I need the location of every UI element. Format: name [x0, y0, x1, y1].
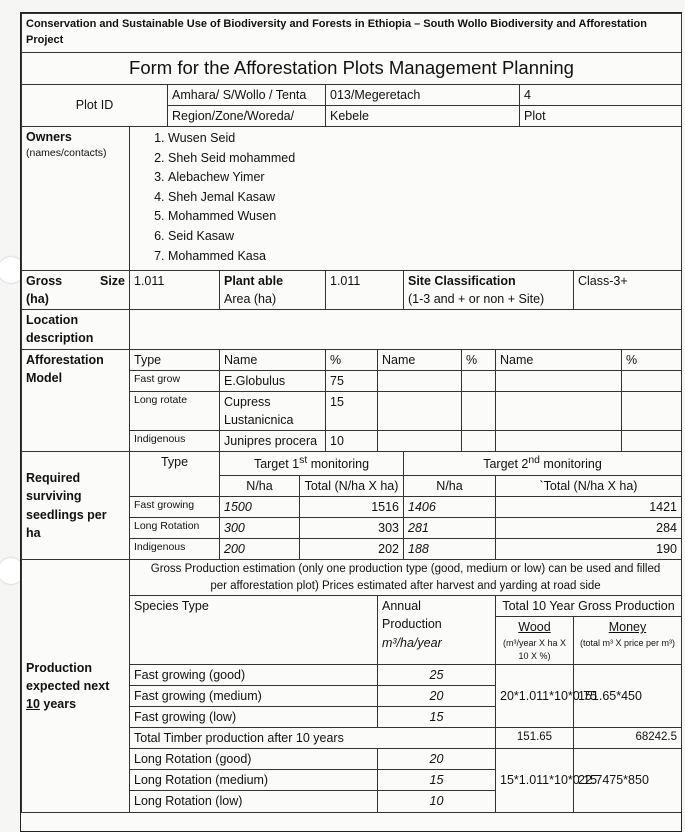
prod-annual: 15: [378, 706, 496, 727]
prod-annual: 20: [378, 749, 496, 770]
owner-item: 1. Wusen Seid: [168, 129, 677, 149]
annual-word2: Production: [382, 617, 442, 632]
region-caption: Region/Zone/Woreda/: [168, 105, 326, 126]
production-label: [22, 560, 130, 813]
production-note-line1: Gross Production estimation (only one production type (good, medium or low) can be used and filled: [150, 563, 661, 575]
site-class-label: Site Classification: [408, 274, 516, 289]
prod-type: Long Rotation (low): [130, 791, 378, 812]
aff-type: Indigenous: [130, 431, 220, 452]
site-class-value: Class-3+: [574, 271, 682, 310]
owners-sublabel: (names/contacts): [26, 147, 107, 160]
plantable-label-cell: [220, 271, 326, 310]
prod-annual: 10: [378, 791, 496, 812]
aff-name: Junipres procera: [220, 431, 326, 452]
aff-pct: 15: [326, 391, 378, 430]
owner-item: 7. Mohammed Kasa: [168, 247, 677, 267]
seed-t2: 190: [496, 538, 682, 559]
aff-header-type: Type: [130, 349, 220, 370]
form-title: Form for the Afforestation Plots Management Planning: [22, 52, 682, 84]
seed-t1: 1516: [300, 496, 404, 517]
seedlings-label: [22, 452, 130, 560]
timber-wood: 151.65: [496, 728, 574, 749]
target1-text: Target 1: [253, 457, 300, 472]
plot-value: 4: [520, 84, 682, 105]
aff-pct: 75: [326, 370, 378, 391]
owner-item: 5. Mohammed Wusen: [168, 207, 677, 227]
kebele-caption: Kebele: [326, 105, 520, 126]
location-value: [130, 310, 682, 349]
target1-header: [220, 452, 404, 475]
owner-item: 4. Sheh Jemal Kasaw: [168, 188, 677, 208]
seed-n1: 300: [220, 517, 300, 538]
wood-title: Wood: [518, 620, 551, 635]
seedlings-word3: seedlings per: [26, 507, 107, 522]
production-years-num: 10: [26, 696, 40, 711]
seedlings-word1: Required: [26, 471, 81, 486]
production-years-rest: years: [39, 696, 77, 711]
wood-header: [496, 617, 574, 664]
aff-type: Fast grow: [130, 370, 220, 391]
production-word1: Production: [26, 660, 92, 675]
target2-text: Target 2: [483, 457, 529, 472]
aff-pct: 10: [326, 431, 378, 452]
target2-sup: nd: [528, 455, 540, 467]
production-note: [130, 560, 682, 596]
target1-nha: N/ha: [220, 475, 300, 496]
seed-t2: 284: [496, 517, 682, 538]
plot-caption: Plot: [520, 105, 682, 126]
form-page: [20, 12, 682, 832]
seed-n2: 188: [404, 538, 496, 559]
annual-header: [378, 596, 496, 664]
seed-t2: 1421: [496, 496, 682, 517]
seed-type: Long Rotation: [130, 517, 220, 538]
ha-word: (ha): [26, 292, 49, 307]
annual-word1: Annual: [382, 599, 421, 614]
money-header: [574, 617, 682, 664]
owners-label: Owners: [26, 129, 72, 144]
target1-sup: st: [299, 455, 308, 467]
prod-type: Fast growing (medium): [130, 685, 378, 706]
owner-item: 2. Sheh Seid mohammed: [168, 149, 677, 169]
region-value: Amhara/ S/Wollo / Tenta: [168, 84, 326, 105]
money-sub: (total m³ X price per m³): [580, 637, 676, 648]
aff-header-name3: Name: [496, 349, 622, 370]
annual-unit: m³/ha/year: [382, 635, 442, 650]
wood-sub: (m³/year X ha X 10 X %): [502, 637, 567, 661]
seed-n1: 200: [220, 538, 300, 559]
target2-header: [404, 452, 682, 475]
seed-t1: 202: [300, 538, 404, 559]
long-wood-formula: 15*1.011*10*0.15: [496, 749, 574, 812]
plantable-label: Plant able: [224, 274, 284, 289]
seedlings-word4: ha: [26, 525, 41, 540]
seed-n2: 281: [404, 517, 496, 538]
seed-n2: 1406: [404, 496, 496, 517]
plantable-value: 1.011: [326, 271, 404, 310]
seed-type-header: Type: [130, 452, 220, 496]
owner-item: 6. Seid Kasaw: [168, 227, 677, 247]
aff-header-pct: %: [326, 349, 378, 370]
aff-header-name2: Name: [378, 349, 462, 370]
owners-list: [134, 129, 677, 266]
description-word: description: [26, 331, 94, 346]
target2-rest: monitoring: [539, 457, 602, 472]
size-word: Size: [99, 274, 125, 289]
aff-name: Cupress: [224, 394, 271, 409]
owners-list-cell: [130, 126, 682, 270]
plot-id-label: Plot ID: [22, 84, 168, 126]
aff-type: Long rotate: [130, 391, 220, 430]
plantable-sub: Area (ha): [224, 292, 277, 307]
seedlings-word2: surviving: [26, 489, 82, 504]
money-title: Money: [608, 620, 647, 635]
aff-name-line2: Lustanicnica: [224, 412, 294, 427]
site-class-cell: [404, 271, 574, 310]
aff-header-name: Name: [220, 349, 326, 370]
production-word2: expected next: [26, 678, 110, 693]
species-header: Species Type: [130, 596, 378, 664]
prod-type: Fast growing (low): [130, 706, 378, 727]
target1-rest: monitoring: [307, 457, 370, 472]
location-label: [22, 310, 130, 349]
form-table: [21, 13, 682, 813]
owners-label-cell: [22, 126, 130, 270]
prod-type: Fast growing (good): [130, 664, 378, 685]
seed-type: Fast growing: [130, 496, 220, 517]
model-word: Model: [26, 370, 63, 385]
long-money-formula: 22.7475*850: [574, 749, 682, 812]
seed-type: Indigenous: [130, 538, 220, 559]
production-word3: [26, 695, 125, 713]
target1-total: Total (N/ha X ha): [300, 475, 404, 496]
timber-money: 68242.5: [574, 728, 682, 749]
afforestation-word: Afforestation: [26, 352, 104, 367]
location-word: Location: [26, 313, 79, 328]
production-note-line2: per afforestation plot) Prices estimated after harvest and yarding at road side: [210, 579, 601, 592]
site-class-sub: (1-3 and + or non + Site): [408, 292, 545, 307]
project-header: Conservation and Sustainable Use of Biodiversity and Forests in Ethiopia – South Wollo Biodiversity and Afforestation Project: [22, 14, 682, 53]
kebele-value: 013/Megeretach: [326, 84, 520, 105]
prod-type: Long Rotation (medium): [130, 770, 378, 791]
owner-item: 3. Alebachew Yimer: [168, 168, 677, 188]
target2-total: `Total (N/ha X ha): [496, 475, 682, 496]
fast-wood-formula: 20*1.011*10*0.75: [496, 664, 574, 727]
prod-annual: 25: [378, 664, 496, 685]
timber-label: Total Timber production after 10 years: [130, 728, 496, 749]
aff-header-pct2: %: [462, 349, 496, 370]
gross-word: Gross: [26, 274, 63, 289]
gross-size-label: [22, 271, 130, 310]
afforestation-label: [22, 349, 130, 452]
aff-name-cell: [220, 391, 326, 430]
target2-nha: N/ha: [404, 475, 496, 496]
aff-name: E.Globulus: [220, 370, 326, 391]
aff-header-pct3: %: [622, 349, 682, 370]
seed-t1: 303: [300, 517, 404, 538]
total-10yr-header: Total 10 Year Gross Production: [496, 596, 682, 617]
prod-annual: 20: [378, 685, 496, 706]
prod-type: Long Rotation (good): [130, 749, 378, 770]
seed-n1: 1500: [220, 496, 300, 517]
prod-annual: 15: [378, 770, 496, 791]
fast-money-formula: 151.65*450: [574, 664, 682, 727]
gross-size-value: 1.011: [130, 271, 220, 310]
